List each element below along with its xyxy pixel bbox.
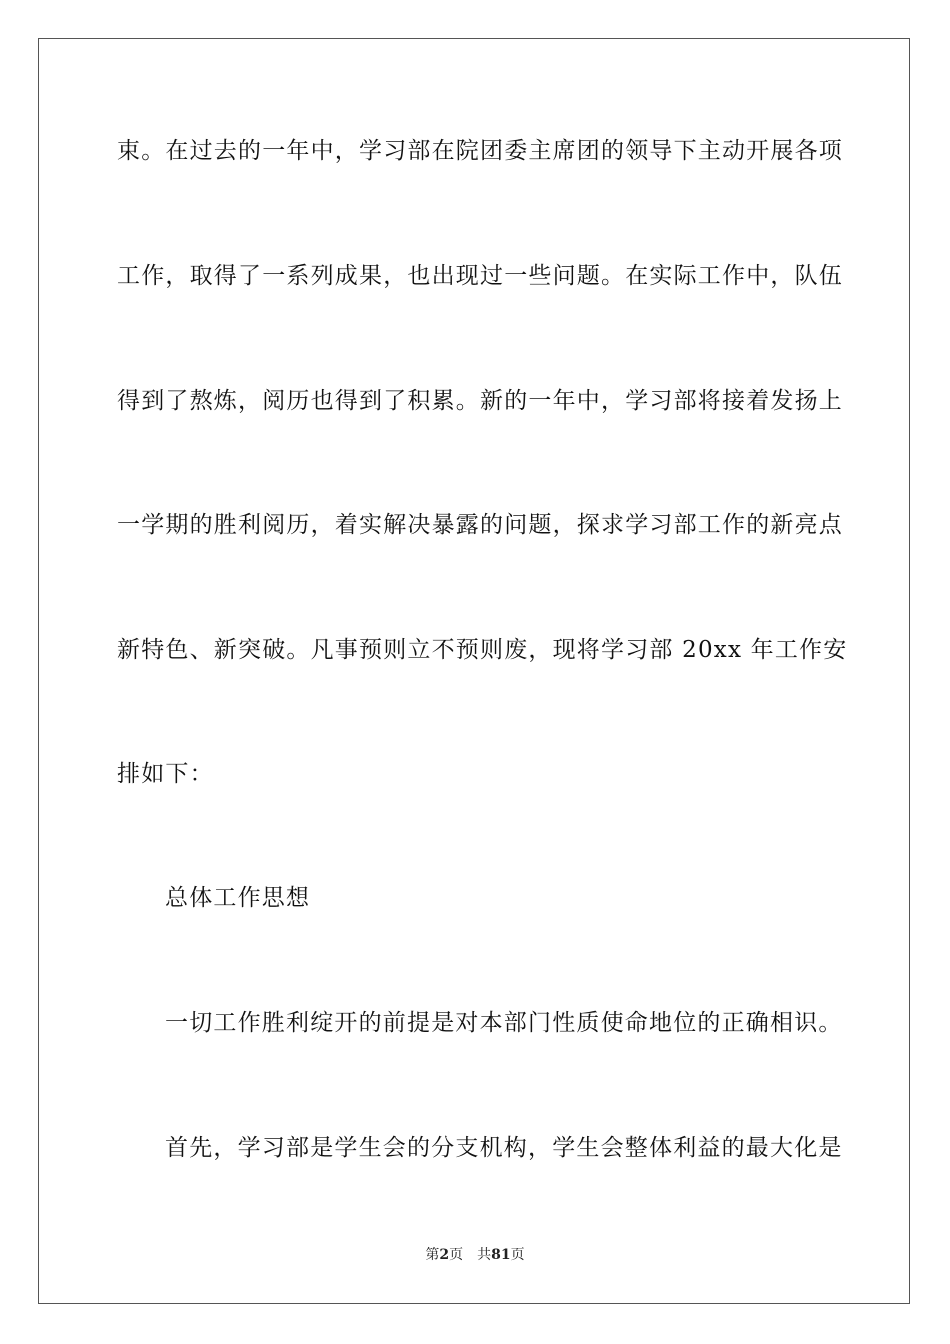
body-line-7: 一切工作胜利绽开的前提是对本部门性质使命地位的正确相识。 [165,1010,843,1036]
body-line-1: 束。在过去的一年中，学习部在院团委主席团的领导下主动开展各项 [117,138,843,164]
body-line-6: 排如下： [117,761,214,787]
footer-page-prefix: 第 [425,1247,440,1263]
body-line-3: 得到了熬炼，阅历也得到了积累。新的一年中，学习部将接着发扬上 [117,388,843,414]
section-heading: 总体工作思想 [165,885,311,911]
page-frame [38,38,910,1304]
body-line-5: 新特色、新突破。凡事预则立不预则废，现将学习部 20xx 年工作安 [117,637,848,663]
footer-page-current: 2 [439,1247,450,1263]
body-line-2: 工作，取得了一系列成果，也出现过一些问题。在实际工作中，队伍 [117,263,843,289]
body-line-8: 首先，学习部是学生会的分支机构，学生会整体利益的最大化是 [165,1135,843,1161]
footer-page-suffix: 页 [449,1247,464,1263]
footer-total-suffix: 页 [510,1247,525,1263]
footer-page-total: 81 [491,1247,511,1263]
footer-total-prefix: 共 [477,1247,492,1263]
page-footer [0,1246,950,1264]
body-line-4: 一学期的胜利阅历，着实解决暴露的问题，探求学习部工作的新亮点 [117,512,843,538]
